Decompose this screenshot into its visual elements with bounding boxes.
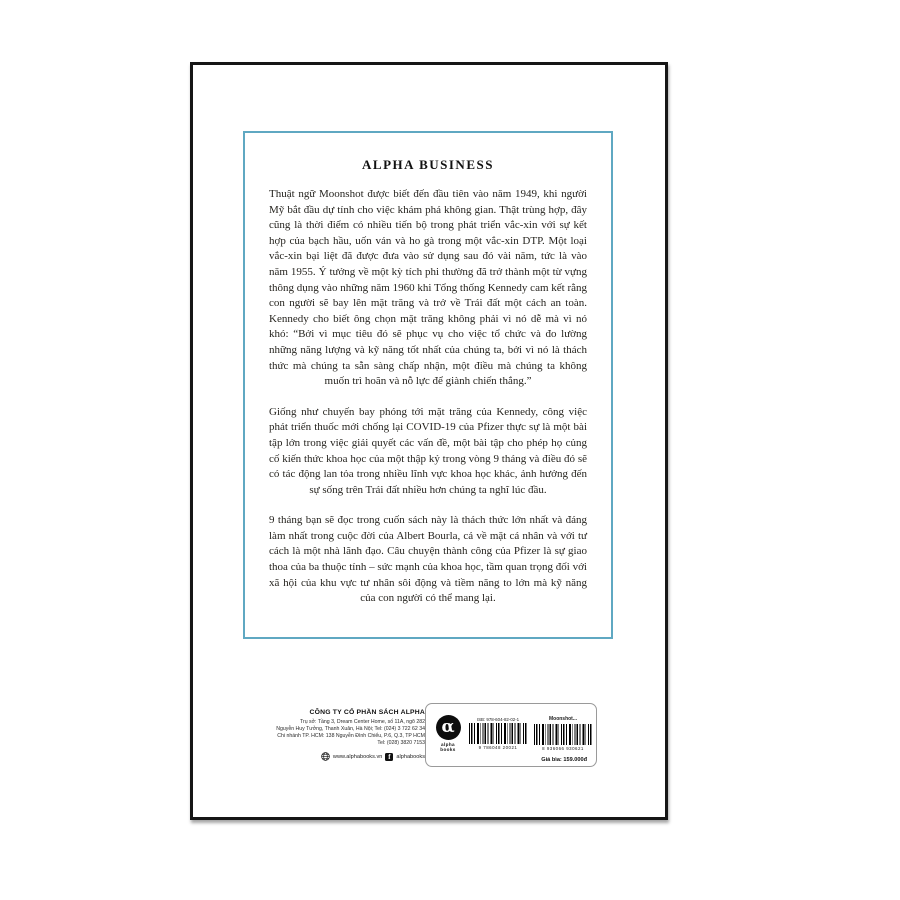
alpha-books-logo-text	[440, 742, 456, 752]
blurb-box	[243, 131, 613, 639]
product-title-label: Moonshot...	[548, 716, 578, 723]
product-barcode-group	[534, 716, 592, 751]
publisher-name: CÔNG TY CỔ PHẦN SÁCH ALPHA	[309, 709, 425, 716]
blurb-paragraph-2: Giống như chuyến bay phóng tới mặt trăng của Kennedy, công việc phát triển thuốc mới chống lại COVID-19 của Pfizer thực sự là một bài tập lớn trong việc giải quyết các vấn đề, một bài tập cho phép họ củng cố kiến thức khoa học của một thập kỷ trong vòng 9 tháng và điều đó sẽ có tác động lan tỏa trong nhiều lĩnh vực khoa học khác, ảnh hưởng đến sự sống trên Trái đất nhiều hơn chúng ta nghĩ lúc đầu.	[269, 405, 587, 496]
barcode-label	[425, 703, 597, 767]
publisher-address-line: Chi nhánh TP. HCM: 138 Nguyễn Đình Chiểu, P.6, Q.3, TP HCM	[277, 733, 425, 739]
isbn-barcode	[469, 723, 527, 744]
price-label: Giá bìa: 159.000đ	[541, 757, 587, 763]
publisher-info	[247, 709, 425, 761]
facebook-icon: f	[385, 753, 393, 761]
blurb-paragraph-1: Thuật ngữ Moonshot được biết đến đầu tiên vào năm 1949, khi người Mỹ bắt đầu dự tính cho việc khám phá không gian. Thật trùng hợp, đây cũng là thời điểm có nhiều tiến bộ trong phát triển vắc-xin với sự kết hợp của bạch hầu, uốn ván và ho gà trong một vắc-xin DTP. Một loại vắc-xin bại liệt đã được đưa vào sử dụng sau đó vài năm, tức là vào năm 1955. Ý tưởng về một kỳ tích phi thường đã trở thành một từ vựng thông dụng vào những năm 1960 khi Tổng thống Kennedy cam kết rằng con người sẽ bay lên mặt trăng và trở về Trái đất một cách an toàn. Kennedy cho biết ông chọn mặt trăng không phải vì nó dễ mà vì nó khó: “Bởi vì mục tiêu đó sẽ phục vụ cho việc tổ chức và đo lường những năng lượng và kỹ năng tốt nhất của chúng ta, bởi vì nó là thách thức mà chúng ta sẵn sàng chấp nhận, một điều mà chúng ta không muốn trì hoãn và nỗ lực để giành chiến thắng.”	[269, 188, 587, 388]
logo-text-line: books	[440, 747, 456, 752]
publisher-address-line: Nguyễn Huy Tưởng, Thanh Xuân, Hà Nội; Tel: (024) 3 722 62 34	[276, 726, 425, 732]
publisher-address-line: Trụ sở: Tầng 3, Dream Center Home, số 11A, ngõ 282	[300, 719, 425, 725]
alpha-books-logo	[434, 715, 462, 752]
publisher-social-row	[247, 752, 425, 761]
logo-text-line: alpha	[441, 742, 455, 747]
product-barcode	[534, 724, 592, 745]
isbn-digits: 9 786048 20021	[478, 745, 518, 751]
alpha-books-logo-icon: α	[436, 715, 461, 740]
publisher-address-line: Tel: (028) 3820 7153	[377, 740, 425, 746]
publisher-website: www.alphabooks.vn	[332, 753, 383, 760]
publisher-facebook: alphabooks	[396, 753, 425, 760]
globe-icon	[321, 752, 330, 761]
product-digits: 8 936066 930621	[542, 745, 584, 751]
blurb-paragraph-3: 9 tháng bạn sẽ đọc trong cuốn sách này là thách thức lớn nhất và đáng làm nhất trong cuộc đời của Albert Bourla, cả về mặt cá nhân và với tư cách là một nhà lãnh đạo. Câu chuyện thành công của Pfizer là sự giao thoa của ba thuộc tính – sức mạnh của khoa học, tầm quan trọng đối với xã hội của khu vực tư nhân sôi động và tiềm năng to lớn mà kỹ năng của con người có thể mang lại.	[269, 514, 587, 605]
book-back-cover	[190, 62, 668, 820]
isbn-barcode-group	[469, 717, 527, 751]
imprint-title: ALPHA BUSINESS	[362, 157, 494, 172]
isbn-label: ISB: 978-604-82-02-1	[476, 716, 520, 722]
